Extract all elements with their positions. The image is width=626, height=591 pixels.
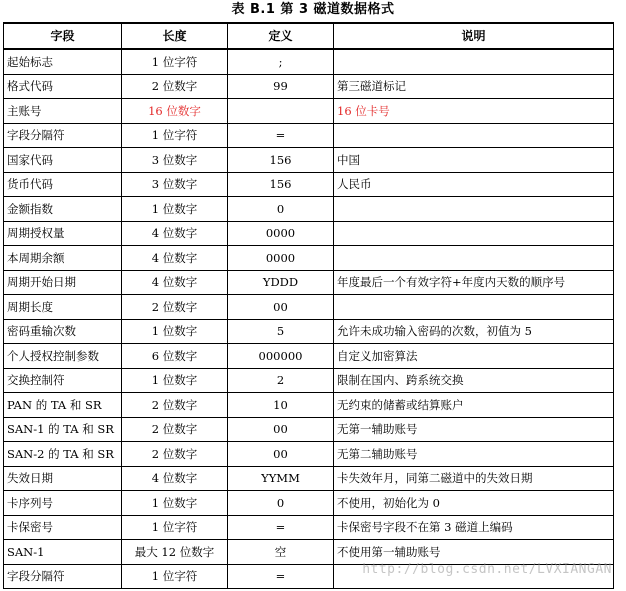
cell-description: 无第一辅助账号 bbox=[334, 417, 614, 442]
cell-field: 周期授权量 bbox=[4, 221, 122, 246]
table-row bbox=[4, 417, 614, 442]
cell-description: 无第二辅助账号 bbox=[334, 442, 614, 467]
cell-definition: 0 bbox=[228, 197, 334, 222]
cell-length: 4 位数字 bbox=[122, 270, 228, 295]
cell-definition: 00 bbox=[228, 442, 334, 467]
cell-description: 人民币 bbox=[334, 172, 614, 197]
table-caption: 表 B.1 第 3 磁道数据格式 bbox=[231, 2, 395, 17]
cell-definition: 0 bbox=[228, 491, 334, 516]
cell-description: 16 位卡号 bbox=[334, 99, 614, 124]
cell-definition: 5 bbox=[228, 319, 334, 344]
cell-definition: = bbox=[228, 564, 334, 589]
cell-length: 1 位数字 bbox=[122, 197, 228, 222]
table-row bbox=[4, 319, 614, 344]
cell-field: 周期长度 bbox=[4, 295, 122, 320]
table-row bbox=[4, 491, 614, 516]
cell-description bbox=[334, 246, 614, 271]
cell-description bbox=[334, 221, 614, 246]
cell-field: SAN-2 的 TA 和 SR bbox=[4, 442, 122, 467]
cell-field: 卡序列号 bbox=[4, 491, 122, 516]
cell-definition: 00 bbox=[228, 417, 334, 442]
cell-definition: = bbox=[228, 515, 334, 540]
column-header-length: 长度 bbox=[122, 23, 228, 49]
cell-field: 主账号 bbox=[4, 99, 122, 124]
cell-definition: 10 bbox=[228, 393, 334, 418]
cell-length: 4 位数字 bbox=[122, 466, 228, 491]
cell-definition: 156 bbox=[228, 172, 334, 197]
cell-definition: 0000 bbox=[228, 221, 334, 246]
cell-length: 2 位数字 bbox=[122, 417, 228, 442]
cell-field: SAN-1 bbox=[4, 540, 122, 565]
table-row bbox=[4, 221, 614, 246]
cell-description: 无约束的储蓄或结算账户 bbox=[334, 393, 614, 418]
cell-length: 2 位数字 bbox=[122, 74, 228, 99]
cell-field: SAN-1 的 TA 和 SR bbox=[4, 417, 122, 442]
table-row bbox=[4, 442, 614, 467]
cell-description: 中国 bbox=[334, 148, 614, 173]
cell-length: 1 位字符 bbox=[122, 515, 228, 540]
table-row bbox=[4, 246, 614, 271]
cell-definition: 00 bbox=[228, 295, 334, 320]
cell-description: 年度最后一个有效字符+年度内天数的顺序号 bbox=[334, 270, 614, 295]
cell-description: 卡失效年月，同第二磁道中的失效日期 bbox=[334, 466, 614, 491]
table-row bbox=[4, 148, 614, 173]
cell-field: 卡保密号 bbox=[4, 515, 122, 540]
cell-description: 自定义加密算法 bbox=[334, 344, 614, 369]
cell-description bbox=[334, 49, 614, 74]
cell-length: 2 位数字 bbox=[122, 442, 228, 467]
cell-description: 第三磁道标记 bbox=[334, 74, 614, 99]
cell-definition bbox=[228, 99, 334, 124]
cell-field: 金额指数 bbox=[4, 197, 122, 222]
cell-length: 1 位数字 bbox=[122, 368, 228, 393]
column-header-definition: 定义 bbox=[228, 23, 334, 49]
column-header-field: 字段 bbox=[4, 23, 122, 49]
cell-field: 字段分隔符 bbox=[4, 123, 122, 148]
cell-definition: YYMM bbox=[228, 466, 334, 491]
cell-length: 6 位数字 bbox=[122, 344, 228, 369]
cell-definition: ; bbox=[228, 49, 334, 74]
cell-field: 密码重输次数 bbox=[4, 319, 122, 344]
cell-description: 卡保密号字段不在第 3 磁道上编码 bbox=[334, 515, 614, 540]
table-row bbox=[4, 172, 614, 197]
cell-field: 个人授权控制参数 bbox=[4, 344, 122, 369]
cell-field: PAN 的 TA 和 SR bbox=[4, 393, 122, 418]
table-row bbox=[4, 368, 614, 393]
cell-length: 1 位字符 bbox=[122, 49, 228, 74]
cell-description bbox=[334, 197, 614, 222]
cell-definition: 0000 bbox=[228, 246, 334, 271]
cell-definition: 99 bbox=[228, 74, 334, 99]
cell-description: 不使用，初始化为 0 bbox=[334, 491, 614, 516]
cell-definition: 156 bbox=[228, 148, 334, 173]
cell-length: 4 位数字 bbox=[122, 221, 228, 246]
cell-length: 最大 12 位数字 bbox=[122, 540, 228, 565]
table-row bbox=[4, 99, 614, 124]
cell-field: 交换控制符 bbox=[4, 368, 122, 393]
cell-length: 3 位数字 bbox=[122, 172, 228, 197]
track3-format-table bbox=[3, 22, 614, 589]
cell-field: 字段分隔符 bbox=[4, 564, 122, 589]
cell-length: 3 位数字 bbox=[122, 148, 228, 173]
table-row bbox=[4, 393, 614, 418]
cell-length: 1 位数字 bbox=[122, 491, 228, 516]
table-row bbox=[4, 540, 614, 565]
cell-field: 起始标志 bbox=[4, 49, 122, 74]
cell-length: 2 位数字 bbox=[122, 393, 228, 418]
table-row bbox=[4, 466, 614, 491]
cell-field: 失效日期 bbox=[4, 466, 122, 491]
cell-description: 不使用第一辅助账号 bbox=[334, 540, 614, 565]
table-row bbox=[4, 49, 614, 74]
cell-field: 货币代码 bbox=[4, 172, 122, 197]
table-row bbox=[4, 197, 614, 222]
cell-description: 允许未成功输入密码的次数，初值为 5 bbox=[334, 319, 614, 344]
cell-description bbox=[334, 123, 614, 148]
cell-field: 国家代码 bbox=[4, 148, 122, 173]
cell-length: 1 位数字 bbox=[122, 319, 228, 344]
cell-length: 4 位数字 bbox=[122, 246, 228, 271]
column-header-description: 说明 bbox=[334, 23, 614, 49]
table-row bbox=[4, 74, 614, 99]
cell-definition: 2 bbox=[228, 368, 334, 393]
cell-field: 周期开始日期 bbox=[4, 270, 122, 295]
table-row bbox=[4, 270, 614, 295]
cell-length: 1 位字符 bbox=[122, 564, 228, 589]
cell-description: 限制在国内、跨系统交换 bbox=[334, 368, 614, 393]
table-row bbox=[4, 295, 614, 320]
cell-definition: 空 bbox=[228, 540, 334, 565]
table-row bbox=[4, 123, 614, 148]
cell-length: 16 位数字 bbox=[122, 99, 228, 124]
cell-length: 2 位数字 bbox=[122, 295, 228, 320]
cell-definition: = bbox=[228, 123, 334, 148]
table-row bbox=[4, 344, 614, 369]
watermark-url: http://blog.csdn.net/LVXIANGAN bbox=[362, 562, 612, 577]
cell-length: 1 位字符 bbox=[122, 123, 228, 148]
cell-definition: 000000 bbox=[228, 344, 334, 369]
cell-definition: YDDD bbox=[228, 270, 334, 295]
cell-field: 格式代码 bbox=[4, 74, 122, 99]
cell-field: 本周期余额 bbox=[4, 246, 122, 271]
cell-description bbox=[334, 295, 614, 320]
table-header-row bbox=[4, 23, 614, 49]
table-row bbox=[4, 515, 614, 540]
